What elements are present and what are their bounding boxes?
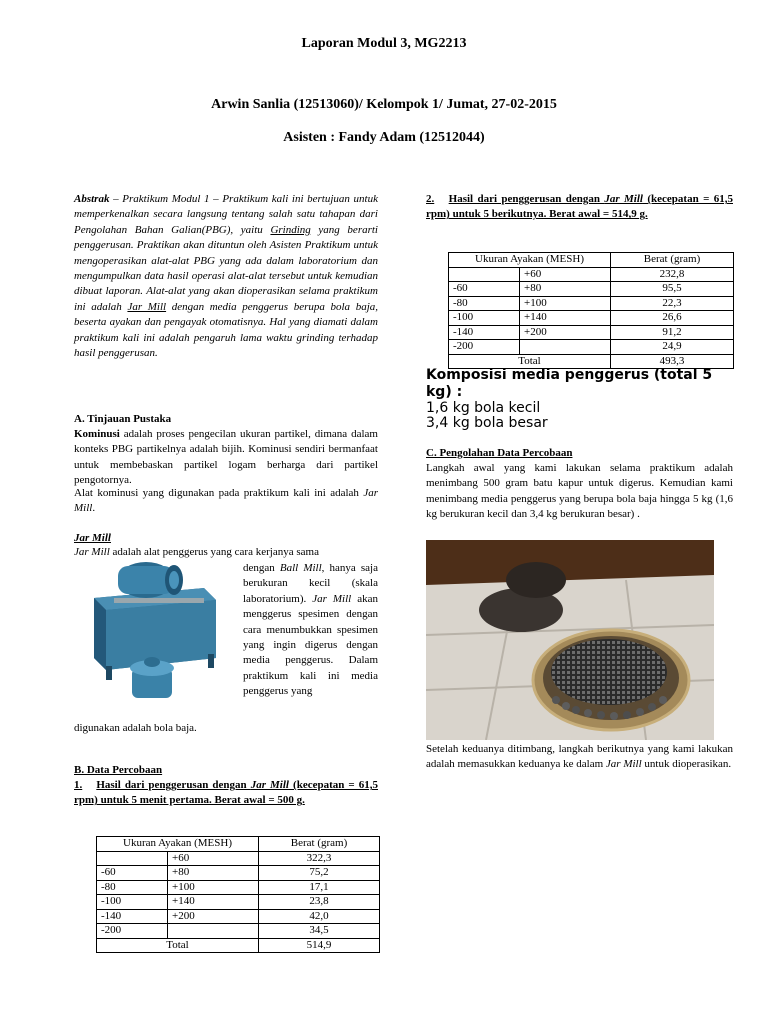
komposisi-line-2: 3,4 kg bola besar	[426, 415, 548, 431]
abstract-text-1: – Praktikum Modul 1 – Praktikum kali ini bertujuan untuk memperkenalkan secara langsung tentang salah satu tahapan dari Pengolahan Bahan Galian(PBG), yaitu	[74, 193, 378, 236]
table-cell: +60	[168, 851, 259, 866]
table-row	[449, 311, 734, 326]
total-label: Total	[449, 354, 611, 369]
table-row	[449, 267, 734, 282]
table-cell: +100	[168, 880, 259, 895]
side-text-2: , hanya saja berukuran kecil (skala laboratorium).	[243, 562, 378, 605]
table-cell: +140	[168, 895, 259, 910]
jarmill-heading: Jar Mill	[74, 532, 111, 544]
table-row	[97, 851, 380, 866]
table-cell: 23,8	[259, 895, 380, 910]
item-1-term: Jar Mill	[250, 779, 289, 791]
komposisi-heading: Komposisi media penggerus (total 5 kg) :	[426, 367, 713, 400]
table-cell: -80	[97, 880, 168, 895]
table-2	[448, 252, 734, 369]
item-1-number: 1.	[74, 779, 83, 791]
section-c-paragraph-1: Langkah awal yang kami lakukan selama praktikum adalah menimbang 500 gram batu kapur untuk digerus. Kemudian kami menimbang media penggerus yang berupa bola baja hingga 5 kg (1,6 kg berukuran kecil dan 3,4 kg berukuran besar) .	[426, 462, 733, 521]
abstract-paragraph	[74, 192, 378, 361]
kominusi-term: Kominusi	[74, 428, 120, 440]
side-text-3: akan menggerus spesimen dengan cara menumbukkan spesimen yang ingin digerus dengan media penggerus. Dalam praktikum kali ini media penggerus yang	[243, 592, 378, 698]
table-cell: 232,8	[611, 267, 734, 282]
table-cell: 95,5	[611, 282, 734, 297]
section-c-paragraph-2	[426, 742, 733, 773]
table-cell: -60	[449, 282, 520, 297]
alat-end: .	[92, 502, 96, 515]
table-cell: +200	[168, 909, 259, 924]
table-row	[97, 866, 380, 881]
table-cell: 17,1	[259, 880, 380, 895]
total-label: Total	[97, 938, 259, 953]
table-row	[97, 909, 380, 924]
table-cell: 75,2	[259, 866, 380, 881]
item-1-text-b: (kecepatan = 61,5 rpm) untuk 5 menit pertama. Berat awal = 500 g.	[74, 779, 379, 807]
abstract-text-2: yang berarti penggerusan. Praktikan akan dituntun oleh Asisten Praktikum untuk mengoperasikan alat-alat PBG yang ada dalam laboratorium dan mengumpulkan data hasil operasi alat-alat tersebut untuk kemudian dibuat laporan. Alat-alat yang akan dioperasikan selama praktikum ini adalah	[74, 223, 378, 313]
item-1-text-a: Hasil dari penggerusan dengan	[96, 779, 251, 791]
side-jarmill-term: Jar Mill	[312, 592, 352, 605]
section-c-p2-text-b: untuk dioperasikan.	[641, 758, 732, 771]
ball-mill-term: Ball Mill	[279, 562, 322, 574]
table-cell: -60	[97, 866, 168, 881]
alat-text: Alat kominusi yang digunakan pada praktikum kali ini adalah	[74, 487, 364, 499]
table-cell: 26,6	[611, 311, 734, 326]
table-row	[97, 880, 380, 895]
table-cell: 34,5	[259, 924, 380, 939]
table-cell	[449, 267, 520, 282]
section-b-heading: B. Data Percobaan	[74, 764, 163, 776]
table-cell: +200	[520, 325, 611, 340]
table-cell	[520, 340, 611, 355]
total-value: 493,3	[611, 354, 734, 369]
data-item-1	[74, 778, 378, 809]
table-cell: 322,3	[259, 851, 380, 866]
author-line: Arwin Sanlia (12513060)/ Kelompok 1/ Jumat, 27-02-2015	[211, 97, 557, 112]
table-cell: -140	[97, 909, 168, 924]
jarmill-bottom-text: digunakan adalah bola baja.	[74, 722, 197, 734]
table-row	[449, 296, 734, 311]
table-cell: 42,0	[259, 909, 380, 924]
alat-term: Jar Mill	[74, 487, 378, 515]
table-cell: 22,3	[611, 296, 734, 311]
table-row	[97, 895, 380, 910]
table-2-col-header: Berat (gram)	[611, 253, 734, 268]
table-cell: +100	[520, 296, 611, 311]
jarmill-line-1-text: adalah alat penggerus yang cara kerjanya sama	[109, 546, 319, 558]
section-c-heading: C. Pengolahan Data Percobaan	[426, 447, 573, 459]
table-cell: -200	[449, 340, 520, 355]
abstract-jarmill-term: Jar Mill	[127, 300, 167, 313]
side-text-1: dengan	[243, 562, 280, 574]
table-1-col-header: Berat (gram)	[259, 837, 380, 852]
item-2-number: 2.	[426, 193, 435, 205]
table-cell: -80	[449, 296, 520, 311]
kominusi-text: adalah proses pengecilan ukuran partikel, dimana dalam konteks PBG partikelnya adalah bijih. Kominusi sendiri bermanfaat untuk membebaskan partikel logam berharga dari partikel pengotornya.	[74, 428, 378, 487]
table-2-col-header: Ukuran Ayakan (MESH)	[449, 253, 611, 268]
table-total-row	[97, 938, 380, 953]
alat-paragraph	[74, 486, 378, 517]
total-value: 514,9	[259, 938, 380, 953]
table-row	[449, 340, 734, 355]
table-cell: -200	[97, 924, 168, 939]
abstract-label: Abstrak	[74, 193, 110, 205]
grinding-term: Grinding	[270, 223, 311, 236]
table-cell: -140	[449, 325, 520, 340]
table-cell	[97, 851, 168, 866]
document-title: Laporan Modul 3, MG2213	[301, 36, 467, 51]
section-c-p2-text-a: Setelah keduanya ditimbang, langkah berikutnya yang kami lakukan adalah memasukkan keduanya ke dalam	[426, 743, 733, 771]
table-cell: -100	[97, 895, 168, 910]
table-cell: +60	[520, 267, 611, 282]
komposisi-line-1: 1,6 kg bola kecil	[426, 400, 541, 416]
item-2-text-b: (kecepatan = 61,5 rpm) untuk 5 berikutnya. Berat awal = 514,9 g.	[426, 193, 733, 221]
assistant-line: Asisten : Fandy Adam (12512044)	[283, 130, 485, 145]
table-cell: +140	[520, 311, 611, 326]
table-1	[96, 836, 380, 953]
table-cell: +80	[520, 282, 611, 297]
jar-mill-image	[84, 558, 224, 708]
section-a-heading: A. Tinjauan Pustaka	[74, 413, 172, 425]
jarmill-side-text	[243, 561, 378, 700]
data-item-2	[426, 192, 733, 223]
table-cell	[168, 924, 259, 939]
table-row	[449, 282, 734, 297]
table-2-header	[449, 253, 734, 268]
table-cell: 24,9	[611, 340, 734, 355]
table-1-header	[97, 837, 380, 852]
table-cell: 91,2	[611, 325, 734, 340]
table-1-col-header: Ukuran Ayakan (MESH)	[97, 837, 259, 852]
table-row	[449, 325, 734, 340]
table-cell: -100	[449, 311, 520, 326]
sieve-photo	[426, 540, 714, 740]
item-2-term: Jar Mill	[604, 193, 643, 205]
item-2-text-a: Hasil dari penggerusan dengan	[448, 193, 605, 205]
kominusi-paragraph	[74, 427, 378, 489]
table-cell: +80	[168, 866, 259, 881]
jarmill-term: Jar Mill	[74, 546, 110, 558]
section-c-p2-term: Jar Mill	[605, 758, 642, 771]
table-row	[97, 924, 380, 939]
abstract-text-3: dengan media penggerus berupa bola baja, beserta ayakan dan pengayak otomatisnya. Hal yang diamati dalam praktikum kali ini adalah pengaruh lama waktu grinding terhadap hasil penggerusan.	[74, 300, 378, 360]
